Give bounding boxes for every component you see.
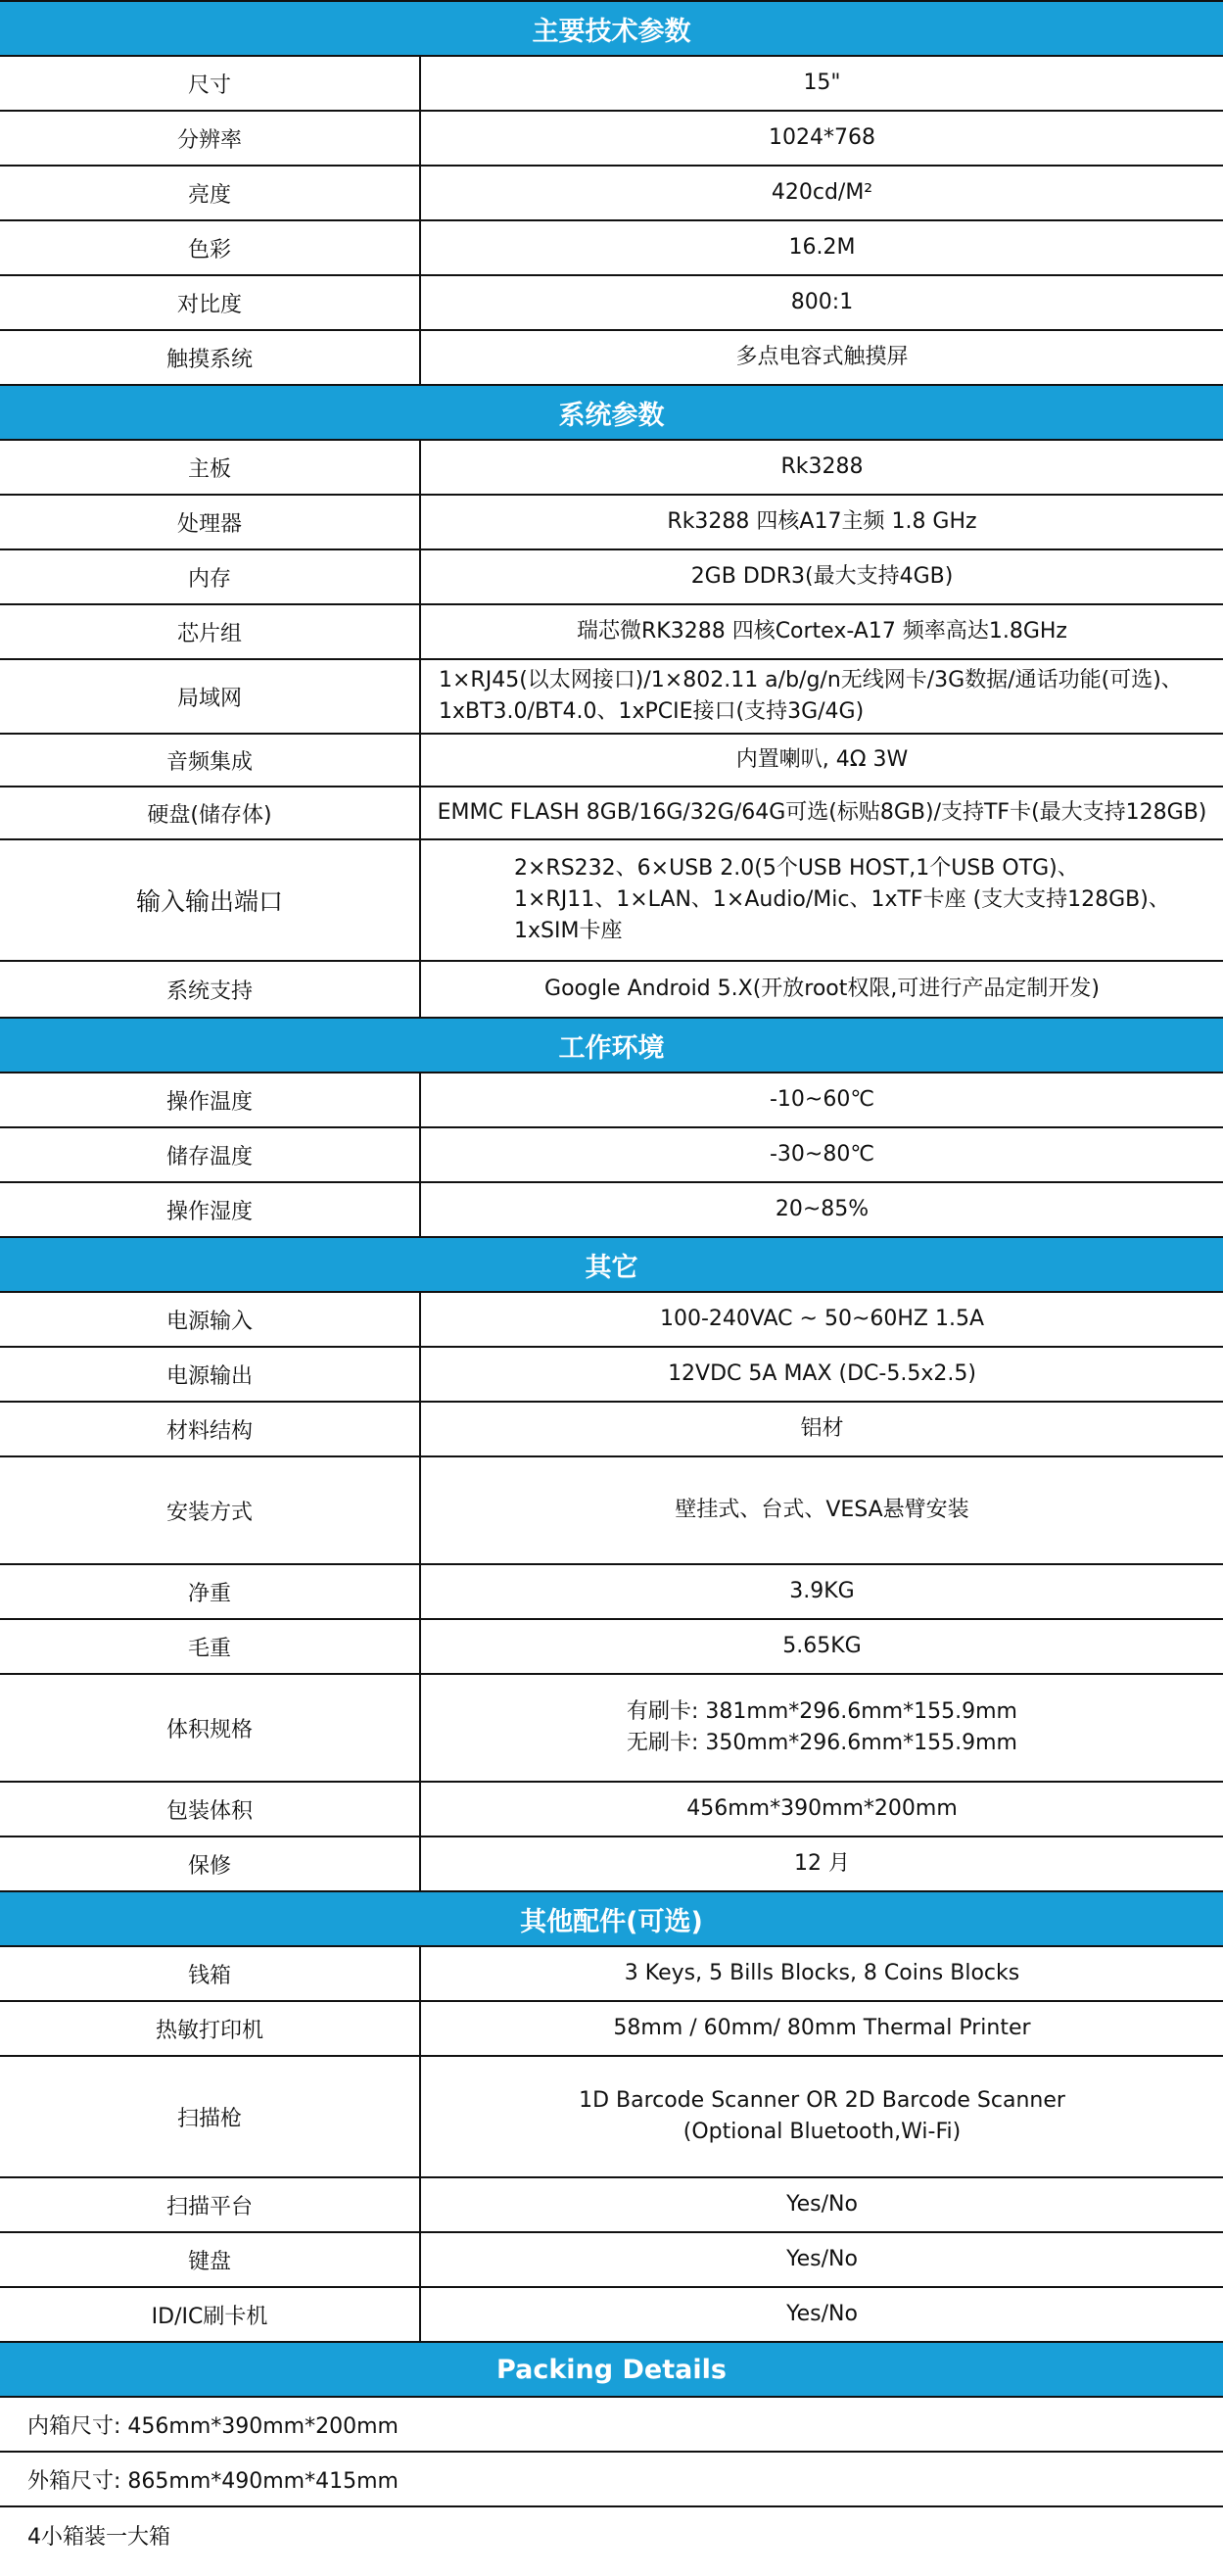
spec-value-line: 3 Keys, 5 Bills Blocks, 8 Coins Blocks (624, 1961, 1020, 1986)
spec-label: 操作温度 (0, 1073, 421, 1126)
spec-value (421, 441, 1223, 494)
spec-label: 输入输出端口 (0, 840, 421, 960)
spec-row (0, 1128, 1223, 1183)
spec-row (0, 1947, 1223, 2002)
spec-value (421, 2233, 1223, 2286)
spec-label: 尺寸 (0, 57, 421, 110)
spec-value-line: (Optional Bluetooth,Wi-Fi) (682, 2120, 962, 2144)
spec-value-line: 2GB DDR3(最大支持4GB) (690, 564, 954, 590)
spec-value-line: 2×RS232、6×USB 2.0(5个USB HOST,1个USB OTG)、 (514, 856, 1079, 882)
spec-value-line: 1xSIM卡座 (514, 918, 623, 943)
spec-value-line: 456mm*390mm*200mm (686, 1796, 958, 1822)
spec-value (421, 735, 1223, 786)
spec-label: 操作湿度 (0, 1183, 421, 1236)
spec-row (0, 1783, 1223, 1837)
spec-value-line: Yes/No (786, 2247, 858, 2272)
spec-label: 保修 (0, 1837, 421, 1890)
section-header: 工作环境 (0, 1019, 1223, 1073)
spec-value (421, 787, 1223, 838)
spec-label: 安装方式 (0, 1457, 421, 1563)
spec-value (421, 1348, 1223, 1401)
spec-value (421, 167, 1223, 219)
spec-row (0, 1293, 1223, 1348)
spec-value (421, 112, 1223, 165)
spec-row (0, 550, 1223, 605)
spec-row (0, 2002, 1223, 2057)
spec-row (0, 1837, 1223, 1892)
spec-row (0, 1403, 1223, 1457)
spec-label: 对比度 (0, 276, 421, 329)
spec-label: 亮度 (0, 167, 421, 219)
spec-row (0, 1183, 1223, 1238)
section-header: 系统参数 (0, 386, 1223, 441)
spec-value (421, 331, 1223, 384)
spec-label: 音频集成 (0, 735, 421, 786)
spec-value-line: 420cd/M² (771, 180, 873, 206)
spec-label: 电源输入 (0, 1293, 421, 1346)
spec-row (0, 2233, 1223, 2288)
spec-value-line: Yes/No (786, 2302, 858, 2327)
spec-value-line: 瑞芯微RK3288 四核Cortex-A17 频率高达1.8GHz (577, 619, 1067, 644)
spec-value-line: Yes/No (786, 2192, 858, 2218)
section-header: 其他配件(可选) (0, 1892, 1223, 1947)
spec-value-line: 20~85% (775, 1197, 870, 1222)
spec-row (0, 1348, 1223, 1403)
spec-value-line: 铝材 (800, 1416, 844, 1442)
spec-value-line: 16.2M (788, 235, 856, 261)
spec-value-line: 100-240VAC ~ 50~60HZ 1.5A (659, 1307, 985, 1332)
spec-value-line: 内置喇叭, 4Ω 3W (735, 747, 909, 773)
spec-row (0, 840, 1223, 962)
spec-label: 主板 (0, 441, 421, 494)
spec-row (0, 2288, 1223, 2343)
spec-value (421, 605, 1223, 658)
spec-value (421, 2288, 1223, 2341)
spec-row (0, 605, 1223, 660)
spec-value-line: 5.65KG (782, 1634, 862, 1659)
spec-value-line: 1×RJ45(以太网接口)/1×802.11 a/b/g/n无线网卡/3G数据/通话功能(可选)、 (439, 668, 1183, 693)
spec-row (0, 112, 1223, 167)
packing-header: Packing Details (0, 2343, 1223, 2398)
spec-label: 电源输出 (0, 1348, 421, 1401)
spec-value (421, 660, 1223, 733)
spec-value (421, 1620, 1223, 1673)
spec-row (0, 441, 1223, 496)
spec-label: 系统支持 (0, 962, 421, 1017)
spec-value (421, 1837, 1223, 1890)
spec-label: 包装体积 (0, 1783, 421, 1836)
spec-value (421, 2057, 1223, 2176)
spec-label: 键盘 (0, 2233, 421, 2286)
spec-value-line: 壁挂式、台式、VESA悬臂安装 (675, 1498, 969, 1523)
spec-value (421, 962, 1223, 1017)
spec-row (0, 57, 1223, 112)
spec-row (0, 2178, 1223, 2233)
spec-value (421, 1293, 1223, 1346)
spec-value (421, 1457, 1223, 1563)
spec-row (0, 496, 1223, 550)
spec-label: 芯片组 (0, 605, 421, 658)
spec-label: ID/IC刷卡机 (0, 2288, 421, 2341)
spec-label: 色彩 (0, 221, 421, 274)
spec-value-line: 12 月 (794, 1851, 850, 1877)
spec-label: 钱箱 (0, 1947, 421, 2000)
packing-line: 内箱尺寸: 456mm*390mm*200mm (0, 2398, 1223, 2453)
spec-value (421, 57, 1223, 110)
spec-label: 热敏打印机 (0, 2002, 421, 2055)
spec-value-line: 58mm / 60mm/ 80mm Thermal Printer (613, 2016, 1031, 2041)
spec-value (421, 221, 1223, 274)
packing-line: 外箱尺寸: 865mm*490mm*415mm (0, 2453, 1223, 2507)
spec-row (0, 660, 1223, 735)
spec-row (0, 276, 1223, 331)
spec-value (421, 1947, 1223, 2000)
spec-value-line: 无刷卡: 350mm*296.6mm*155.9mm (627, 1731, 1017, 1755)
packing-line: 4小箱装一大箱 (27, 2524, 170, 2550)
spec-row (0, 221, 1223, 276)
spec-row (0, 962, 1223, 1019)
spec-value-line: 1024*768 (769, 125, 875, 151)
section-header: 其它 (0, 1238, 1223, 1293)
spec-label: 扫描平台 (0, 2178, 421, 2231)
spec-value (421, 1565, 1223, 1618)
spec-row (0, 1565, 1223, 1620)
spec-value-line: 3.9KG (789, 1579, 855, 1604)
spec-value (421, 496, 1223, 549)
spec-label: 分辨率 (0, 112, 421, 165)
spec-label: 储存温度 (0, 1128, 421, 1181)
spec-value-line: 1D Barcode Scanner OR 2D Barcode Scanner (579, 2088, 1065, 2114)
spec-label: 局域网 (0, 660, 421, 733)
spec-row (0, 787, 1223, 840)
spec-value-line: 1×RJ11、1×LAN、1×Audio/Mic、1xTF卡座 (支大支持128GB)、 (514, 887, 1170, 913)
spec-value-line: 800:1 (790, 290, 854, 315)
spec-value (421, 1675, 1223, 1781)
spec-row (0, 1073, 1223, 1128)
spec-value-line: 12VDC 5A MAX (DC-5.5x2.5) (668, 1361, 976, 1387)
spec-value (421, 1183, 1223, 1236)
spec-value-line: 1xBT3.0/BT4.0、1xPCIE接口(支持3G/4G) (439, 699, 865, 724)
section-header: 主要技术参数 (0, 2, 1223, 57)
spec-value-line: 15" (803, 71, 841, 96)
spec-label: 触摸系统 (0, 331, 421, 384)
spec-value-line: -30~80℃ (769, 1142, 875, 1168)
spec-value (421, 840, 1223, 960)
spec-value (421, 1783, 1223, 1836)
spec-value (421, 1403, 1223, 1455)
spec-label: 材料结构 (0, 1403, 421, 1455)
spec-value (421, 550, 1223, 603)
spec-value-line: Google Android 5.X(开放root权限,可进行产品定制开发) (544, 977, 1100, 1002)
spec-value-line: Rk3288 四核A17主频 1.8 GHz (667, 509, 977, 535)
spec-row (0, 735, 1223, 787)
spec-value-line: 有刷卡: 381mm*296.6mm*155.9mm (627, 1699, 1017, 1725)
spec-label: 内存 (0, 550, 421, 603)
spec-label: 毛重 (0, 1620, 421, 1673)
spec-row (0, 1457, 1223, 1565)
spec-label: 硬盘(储存体) (0, 787, 421, 838)
spec-value (421, 1128, 1223, 1181)
spec-value-line: 多点电容式触摸屏 (735, 345, 909, 370)
spec-label: 扫描枪 (0, 2057, 421, 2176)
spec-value-line: -10~60℃ (769, 1087, 875, 1113)
spec-value-line: EMMC FLASH 8GB/16G/32G/64G可选(标贴8GB)/支持TF卡(最大支持128GB) (437, 800, 1207, 826)
spec-value (421, 2002, 1223, 2055)
spec-label: 处理器 (0, 496, 421, 549)
spec-row (0, 167, 1223, 221)
spec-value (421, 276, 1223, 329)
spec-row (0, 2057, 1223, 2178)
spec-row (0, 331, 1223, 386)
spec-row (0, 1620, 1223, 1675)
spec-value-line: Rk3288 (780, 454, 864, 480)
spec-value (421, 2178, 1223, 2231)
spec-label: 体积规格 (0, 1675, 421, 1781)
spec-row (0, 1675, 1223, 1783)
spec-label: 净重 (0, 1565, 421, 1618)
spec-value (421, 1073, 1223, 1126)
